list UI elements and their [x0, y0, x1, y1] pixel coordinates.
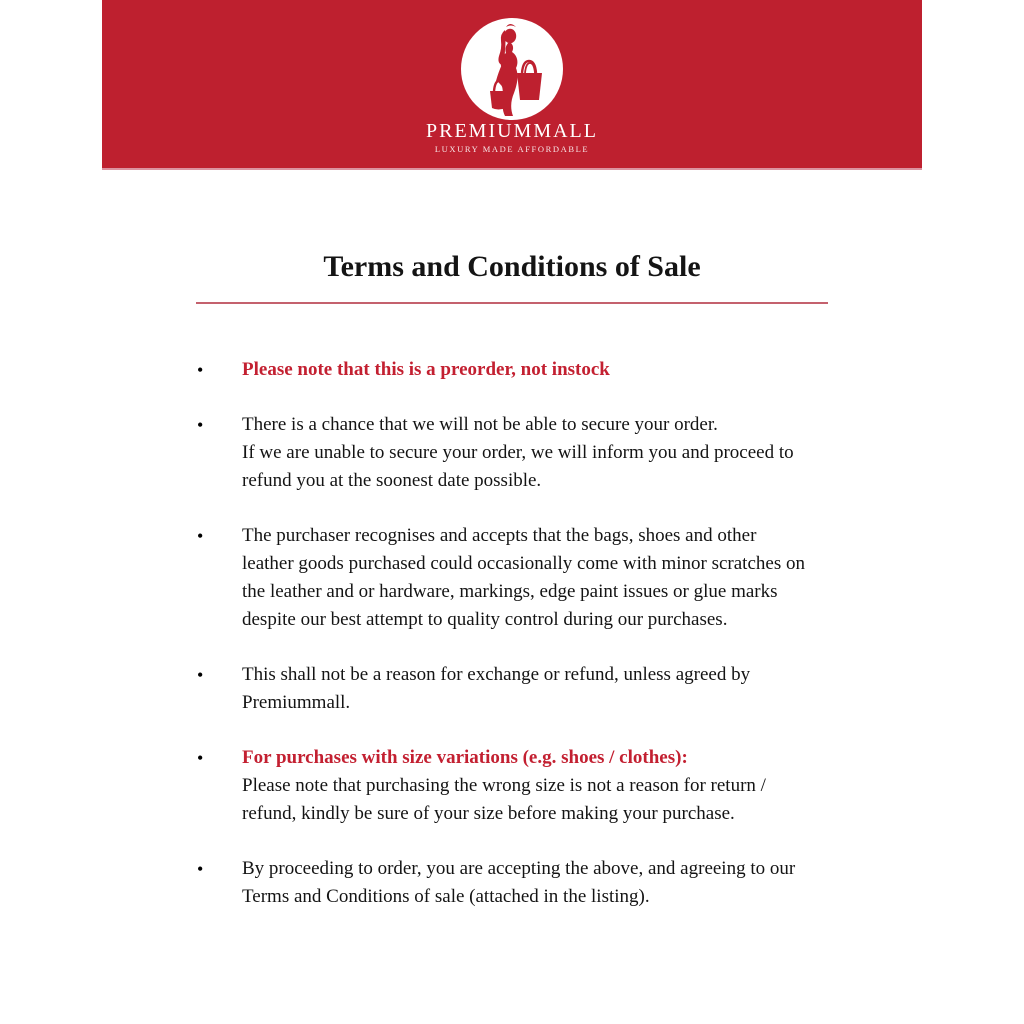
brand-tagline: LUXURY MADE AFFORDABLE [434, 144, 590, 154]
logo [460, 17, 564, 121]
bullet-item [197, 522, 857, 634]
bullet-emphasis-line: For purchases with size variations (e.g. shoes / clothes): [242, 747, 688, 768]
bullet-line: leather goods purchased could occasionally come with minor scratches on [242, 553, 805, 574]
title-underline [196, 302, 828, 304]
bullet-item [197, 411, 857, 495]
bullet-line: There is a chance that we will not be able to secure your order. [242, 414, 718, 435]
bullet-marker: • [197, 748, 204, 768]
bullet-text [242, 855, 857, 911]
bullet-item [197, 661, 857, 717]
bullet-marker: • [197, 415, 204, 435]
bullet-marker: • [197, 526, 204, 546]
bullet-line: refund, kindly be sure of your size before making your purchase. [242, 803, 735, 824]
brand-banner [102, 0, 922, 170]
brand-name: PREMIUMMALL [425, 120, 598, 142]
bullet-marker: • [197, 859, 204, 879]
bullet-line: refund you at the soonest date possible. [242, 470, 542, 491]
woman-with-shopping-bags-icon [460, 17, 564, 121]
bullet-text [242, 661, 857, 717]
bullet-line: The purchaser recognises and accepts that the bags, shoes and other [242, 525, 757, 546]
bullet-line: despite our best attempt to quality control during our purchases. [242, 609, 728, 630]
bullet-line: If we are unable to secure your order, we will inform you and proceed to [242, 442, 794, 463]
bullet-item [197, 356, 857, 384]
bullet-line: Terms and Conditions of sale (attached in the listing). [242, 886, 650, 907]
bullet-emphasis-line: Please note that this is a preorder, not instock [242, 359, 610, 380]
bullet-text [242, 522, 857, 634]
bullet-line: By proceeding to order, you are accepting the above, and agreeing to our [242, 858, 796, 879]
page-title: Terms and Conditions of Sale [323, 250, 701, 283]
bullet-marker: • [197, 665, 204, 685]
bullet-text [242, 411, 857, 495]
bullet-line: Please note that purchasing the wrong size is not a reason for return / [242, 775, 766, 796]
bullet-item [197, 855, 857, 911]
bullet-line: This shall not be a reason for exchange or refund, unless agreed by [242, 664, 751, 685]
bullet-item [197, 744, 857, 828]
bullet-text [242, 356, 857, 384]
terms-document [0, 250, 1024, 911]
bullet-line: the leather and or hardware, markings, edge paint issues or glue marks [242, 581, 778, 602]
bullet-marker: • [197, 360, 204, 380]
bullet-line: Premiummall. [242, 692, 351, 713]
terms-list [197, 356, 857, 911]
bullet-text [242, 744, 857, 828]
